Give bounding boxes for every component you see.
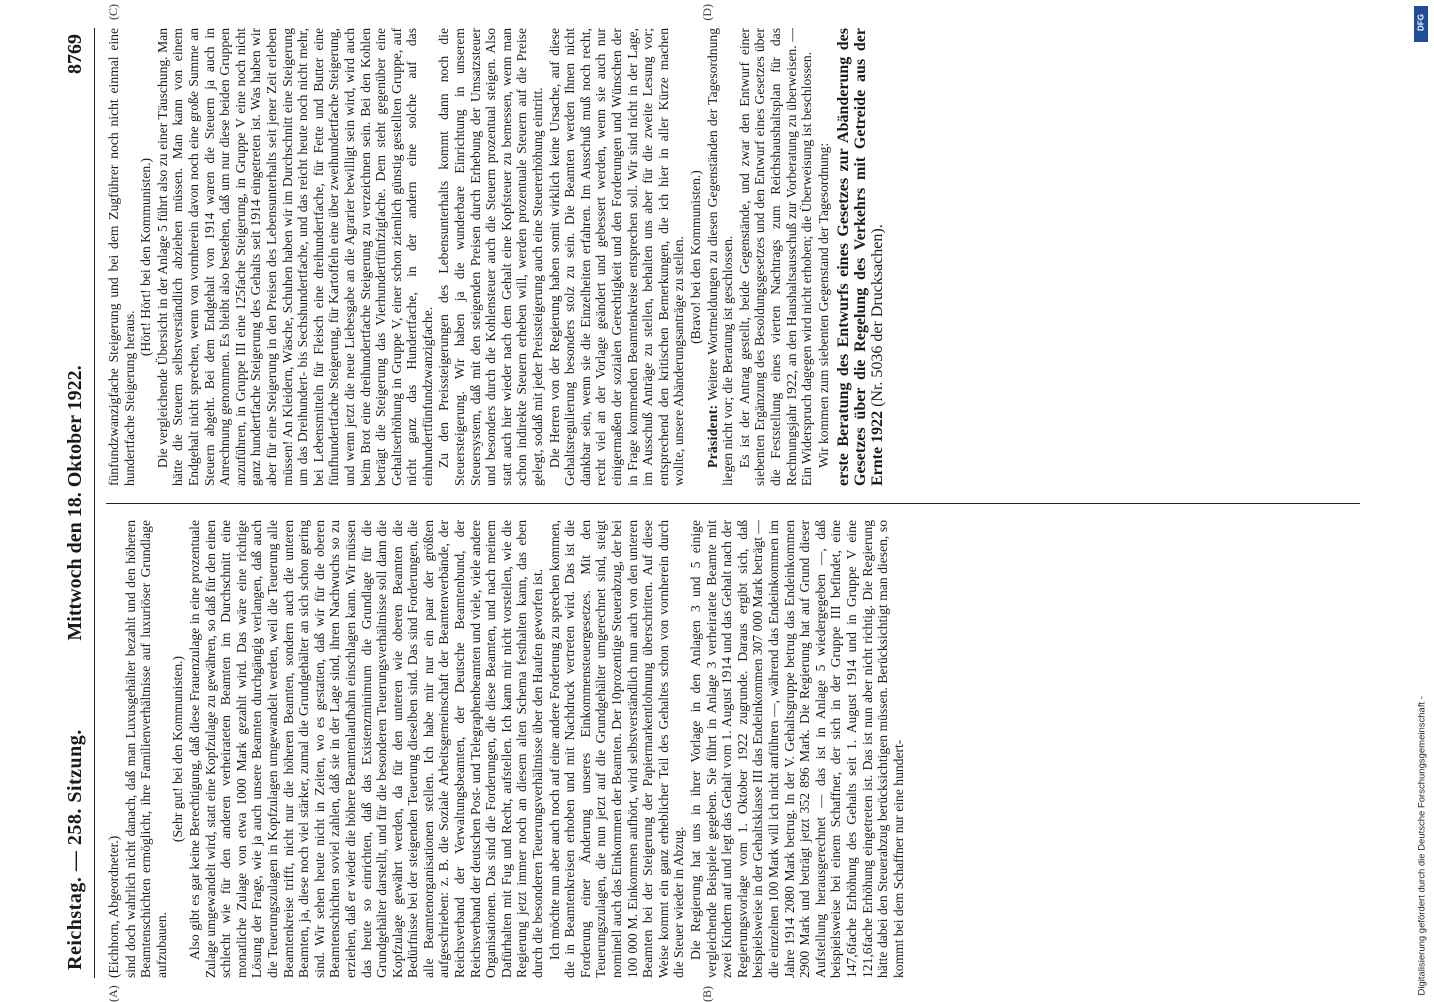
speaker-line: (Eichhorn, Abgeordneter.) xyxy=(106,835,121,978)
paragraph: sind doch wahrlich nicht danach, daß man Luxusgehälter bezahlt und den höheren Beamtenschichten ermöglicht, ihre Familienverhältnisse auf luxuriöser Grundlage aufzubauen. xyxy=(122,520,169,978)
newspaper-page xyxy=(60,4,1360,1002)
paragraph: Ich möchte nun aber auch noch auf eine andere Forderung zu sprechen kommen, die in Beamtenkreisen erhoben und mit Nachdruck vertreten wird. Das ist die Forderung einer Änderung unseres Einkommensteuergesetzes. Mit den Teuerungszulagen, die nun jetzt auf die Grundgehälter umgerechnet sind, steigt nominell auch das Einkommen der Beamten. Der 10prozentige Steuerabzug, der bei 100 000 M. Einkommen aufhört, wird selbstverständlich nun auch von den unteren Beamten bei der Steigerung der Papiermarkentlohnung überschritten. Auf diese Weise kommt ein ganz erheblicher Teil des Gehaltes schon von vornherein durch die Steuer wieder in Abzug. xyxy=(546,520,687,978)
paragraph: Wir kommen zum siebenten Gegenstand der Tagesordnung: xyxy=(815,142,831,468)
paragraph: Es ist der Antrag gestellt, beide Gegenstände, und zwar den Entwurf einer siebenten Ergänzung des Besoldungsgesetzes und den Entwurf eines Gesetzes über die Feststellung eines vierten Nachtrags zum Reichshaushaltsplan für das Rechnungsjahr 1922, an den Haushaltsausschuß zur Vorberatung zu überweisen. — Ein Widerspruch dagegen wird nicht erhoben; die Überweisung ist beschlossen. xyxy=(736,28,815,486)
digitization-note xyxy=(1408,0,1428,1000)
paragraph: fünfundzwanzigfache Steigerung und bei dem Zugführer noch nicht einmal eine hundertfache Steigerung heraus. xyxy=(106,28,137,486)
page-number: 8769 xyxy=(64,34,86,74)
president-text: Weitere Wortmeldungen zu diesen Gegenständen der Tagesordnung liegen nicht vor; die Beratung ist geschlossen. xyxy=(704,28,736,486)
margin-mark-c: (C) xyxy=(106,4,120,20)
margin-mark-d: (D) xyxy=(700,4,714,21)
agenda-heading-ref: (Nr. 5036 der Drucksachen). xyxy=(869,224,887,407)
interjection: (Bravo! bei den Kommunisten.) xyxy=(687,170,703,344)
digitization-note-text: Digitalisierung gefördert durch die Deutsche Forschungsgemeinschaft - xyxy=(1416,696,1428,996)
dfg-logo: DFG xyxy=(1414,6,1428,42)
paragraph: Die Herren von der Regierung haben somit wirklich keine Ursache, auf diese Gehaltsregulierung besonders stolz zu sein. Die Beamten werden Ihnen nicht dankbar sein, wenn sie die Einzelheiten erfahren. Im Ausschuß muß noch recht, recht viel an der Vorlage geändert und gebessert werden, wenn sie auch nur einigermaßen der sozialen Gerechtigkeit und den Forderungen und Wünschen der in Frage kommenden Beamtenkreise entsprechen soll. Wir sind nicht in der Lage, im Ausschuß Anträge zu stellen, behalten uns aber für die zweite Lesung vor; entsprechend den kritischen Bemerkungen, die ich hier in aller Kürze machen wollte, unsere Abänderungsanträge zu stellen. xyxy=(546,28,687,486)
agenda-heading xyxy=(835,28,886,486)
speaker-president: Präsident: xyxy=(704,404,720,468)
agenda-heading-text: erste Beratung des Entwurfs eines Gesetzes zur Abänderung des Gesetzes über die Regelung des Verkehrs mit Getreide aus der Ernte 1922 xyxy=(835,28,887,486)
paragraph xyxy=(705,28,736,486)
columns xyxy=(106,28,1360,978)
margin-mark-a: (A) xyxy=(106,985,120,1002)
paragraph: Die vergleichende Übersicht in der Anlage 5 führt also zu einer Täuschung. Man hätte die Steuern selbstverständlich abziehen müssen. Man kann von einem Endgehalt nicht sprechen, wenn von vornherein davon noch eine große Summe an Steuern abgeht. Bei dem Endgehalt von 1914 waren die Steuern ja auch in Anrechnung genommen. Es bleibt also bestehen, daß um nur diese beiden Gruppen anzuführen, in Gruppe III eine 125fache Steigerung, in Gruppe V eine noch nicht ganz hundertfache Steigerung des Gehalts seit 1914 eingetreten ist. Was haben wir aber für eine Steigerung in den Preisen des Lebensunterhalts seit jener Zeit erleben müssen! An Kleidern, Wäsche, Schuhen haben wir im Durchschnitt eine Steigerung um das Dreihundert- bis Sechshundertfache, und das reicht heute noch nicht mehr, bei Lebensmitteln für Fleisch eine dreihundertfache, für Fette und Butter eine fünfhundertfache Steigerung, für Kartoffeln eine über zweihundertfache Steigerung, und wenn jetzt die neue Liebesgabe an die Agrarier bewilligt sein wird, wird auch beim Brot eine dreihundertfache Steigerung zu verzeichnen sein. Bei den Kohlen beträgt die Steigerung das Vierhundertfünfzigfache. Dem steht gegenüber eine Gehaltserhöhung in Gruppe V, einer schon ziemlich günstig gestellten Gruppe, auf nicht ganz das Hundertfache, in der andern eine solche auf das einhundertfünfundzwanzigfache. xyxy=(154,28,435,486)
header-left: Reichstag. — 258. Sitzung. xyxy=(64,729,86,970)
paragraph: Zu den Preissteigerungen des Lebensunterhalts kommt dann noch die Steuersteigerung. Wir haben ja die wunderbare Einrichtung in unserem Steuersystem, daß mit den steigenden Preisen durch Erhebung der Umsatzsteuer und besonders durch die Kohlensteuer auch die Steuern prozentual steigen. Also statt auch hier wieder nach dem Gehalt eine Kopfsteuer zu bemessen, wenn man schon indirekte Steuern erheben will, werden prozentuale Steuern auf die Preise gelegt, sodaß mit jeder Preissteigerung auch eine Steuererhöhung eintritt. xyxy=(436,28,546,486)
right-column xyxy=(106,28,1360,486)
left-column xyxy=(106,520,1360,978)
interjection: (Sehr gut! bei den Kommunisten.) xyxy=(170,655,186,843)
interjection: (Hört! Hört! bei den Kommunisten.) xyxy=(138,157,154,357)
header-date: Mittwoch den 18. Oktober 1922. xyxy=(64,365,86,641)
scanned-page-area xyxy=(50,4,1370,1002)
margin-mark-b: (B) xyxy=(700,986,714,1002)
paragraph: Die Regierung hat uns in ihrer Vorlage in den Anlagen 3 und 5 einige vergleichende Beispiele gegeben. Sie führt in Anlage 3 verheiratete Beamte mit zwei Kindern auf und legt das Gehalt vom 1. August 1914 und das Gehalt nach der Regierungsvorlage vom 1. Oktober 1922 zugrunde. Daraus ergibt sich, daß beispielsweise in der Gehaltsklasse III das Endeinkommen 307 000 Mark beträgt — die einzelnen 100 Mark will ich nicht anführen —, während das Endeinkommen im Jahre 1914 2080 Mark betrug. In der V. Gehaltsgruppe betrug das Endeinkommen 2900 Mark und beträgt jetzt 352 896 Mark. Die Regierung hat auf Grund dieser Aufstellung herausgerechnet — das ist in Anlage 5 wiedergegeben —, daß beispielsweise bei einem Schaffner, der sich in der Gruppe III befindet, eine 147,6fache Erhöhung des Gehalts seit 1. August 1914 und in Gruppe V eine 121,6fache Erhöhung eingetreten ist. Das ist nun aber nicht richtig. Die Regierung hätte dabei den Steuerabzug berücksichtigen müssen. Berücksichtigt man diesen, so kommt bei dem Schaffner nur eine hundert- xyxy=(687,520,906,978)
paragraph: Also gibt es gar keine Berechtigung, daß diese Frauenzulage in eine prozentuale Zulage umgewandelt wird, statt eine Kopfzulage zu gewähren, so daß für den einen schlecht wie für den anderen verheirateten Beamten im Durchschnitt eine monatliche Zulage von etwa 1000 Mark gezahlt wird. Das wäre eine richtige Lösung der Frage, wie ja auch unsere Beamten durchgängig verlangen, daß auch die Teuerungszulagen in Kopfzulagen umgewandelt werden, weil die Teuerung alle Beamtenkreise trifft, nicht nur die höheren Beamten, sondern auch die unteren Beamten, ja, diese noch viel stärker, zumal die Grundgehälter an sich schon gering sind. Wir sehen heute nicht in Zeiten, wo es gestatten, daß wir für die oberen Beamtenschichten soviel zahlen, daß sie in der Lage sind, ihren Nachwuchs so zu erziehen, daß er wieder die höhere Beamtenlaufbahn einschlagen kann. Wir müssen das heute so einrichten, daß das Existenzminimum die Grundlage für die Grundgehälter darstellt, und für die besonderen Teuerungsverhältnisse soll dann die Kopfzulage gewährt werden, da für den unteren wie oberen Beamten die Bedürfnisse bei der steigenden Teuerung dieselben sind. Das sind Forderungen, die alle Beamtenorganisationen stellen. Ich habe mir nur ein paar der größten aufgeschrieben: z. B. die Soziale Arbeitsgemeinschaft der Beamtenverbände, der Reichsverband der Verwaltungsbeamten, der Deutsche Beamtenbund, der Reichsverband der deutschen Post- und Telegraphenbeamten und viele, viele andere Organisationen. Das sind die Forderungen, die diese Beamten, und nach meinem Dafürhalten mit Fug und Recht, aufstellen. Ich kann mir nicht vorstellen, wie die Regierung jetzt immer noch an diesem alten Schema festhalten kann, das eben durch die besonderen Teuerungsverhältnisse über den Haufen geworfen ist. xyxy=(186,520,546,978)
column-divider xyxy=(106,503,1360,504)
page-header xyxy=(60,28,95,978)
